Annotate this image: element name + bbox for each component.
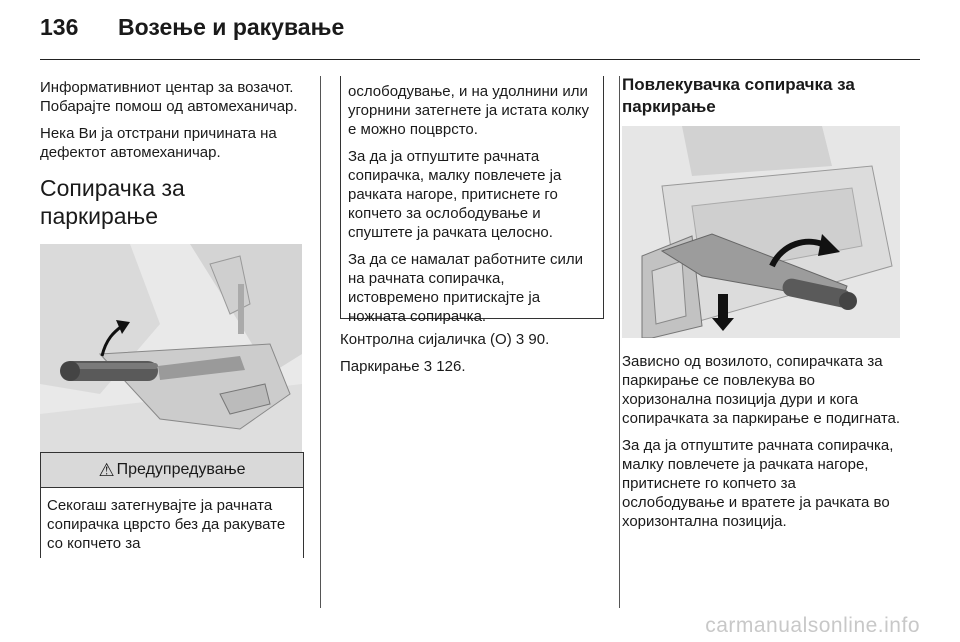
warning-box-continued bbox=[340, 76, 604, 325]
warning-title: Предупредување bbox=[116, 461, 246, 478]
page-ref-arrow-icon: 3 bbox=[423, 358, 433, 375]
column-1 bbox=[40, 78, 302, 456]
brake-light-icon: (O) bbox=[490, 331, 512, 348]
retractable-brake-illustration bbox=[622, 126, 900, 338]
reference-parking: Паркирање 3 126. bbox=[340, 358, 466, 375]
page-header bbox=[40, 14, 920, 54]
warning-text: Секогаш затегнувајте ја рачната сопирачка цврсто без да ракувате со копчето за bbox=[47, 497, 286, 552]
paragraph: Информативниот центар за возачот. Побарајте помош од автомеханичар. bbox=[40, 79, 298, 115]
section-title: Сопирачка за паркирање bbox=[40, 175, 185, 229]
page-number: 136 bbox=[40, 14, 79, 40]
hand-brake-icon bbox=[40, 244, 302, 456]
chapter-title: Возење и ракување bbox=[118, 14, 345, 40]
paragraph: ослободување, и на удолнини или угорнини затегнете ја истата колку е можно поцврсто. bbox=[348, 83, 589, 138]
paragraph: За да ја отпуштите рачната сопирачка, малку повлечете ја рачката нагоре, притиснете го копчето за ослободување и вратете ја рачката во хоризонтална позиција. bbox=[622, 437, 894, 530]
warning-box bbox=[40, 452, 304, 558]
page-ref-arrow-icon: 3 bbox=[515, 331, 525, 348]
column-2-references bbox=[340, 330, 600, 384]
reference-control-light: Контролна сијаличка (O) 3 90. bbox=[340, 331, 550, 348]
parking-brake-illustration bbox=[40, 244, 302, 456]
warning-triangle-icon: ⚠ bbox=[98, 459, 115, 480]
paragraph: За да ја отпуштите рачната сопирачка, малку повлечете ја рачката нагоре, притиснете го копчето за ослободување и спуштете ја рачката целосно. bbox=[348, 148, 562, 241]
column-3 bbox=[622, 74, 902, 539]
warning-header bbox=[41, 452, 303, 488]
column-divider-2 bbox=[619, 76, 620, 608]
retractable-hand-brake-icon bbox=[622, 126, 900, 338]
paragraph: Нека Ви ја отстрани причината на дефектот автомеханичар. bbox=[40, 125, 277, 161]
watermark: carmanualsonline.info bbox=[705, 614, 920, 637]
header-divider bbox=[40, 59, 920, 60]
column-divider-1 bbox=[320, 76, 321, 608]
paragraph: Зависно од возилото, сопирачката за паркирање се повлекува во хоризонална позиција дури и кога сопирачката за паркирање е подигната. bbox=[622, 353, 901, 427]
paragraph: За да се намалат работните сили на рачната сопирачка, истовремено притискајте ја ножната сопирачка. bbox=[348, 251, 583, 325]
section-subtitle: Повлекувачка сопирачка за паркирање bbox=[622, 75, 855, 116]
